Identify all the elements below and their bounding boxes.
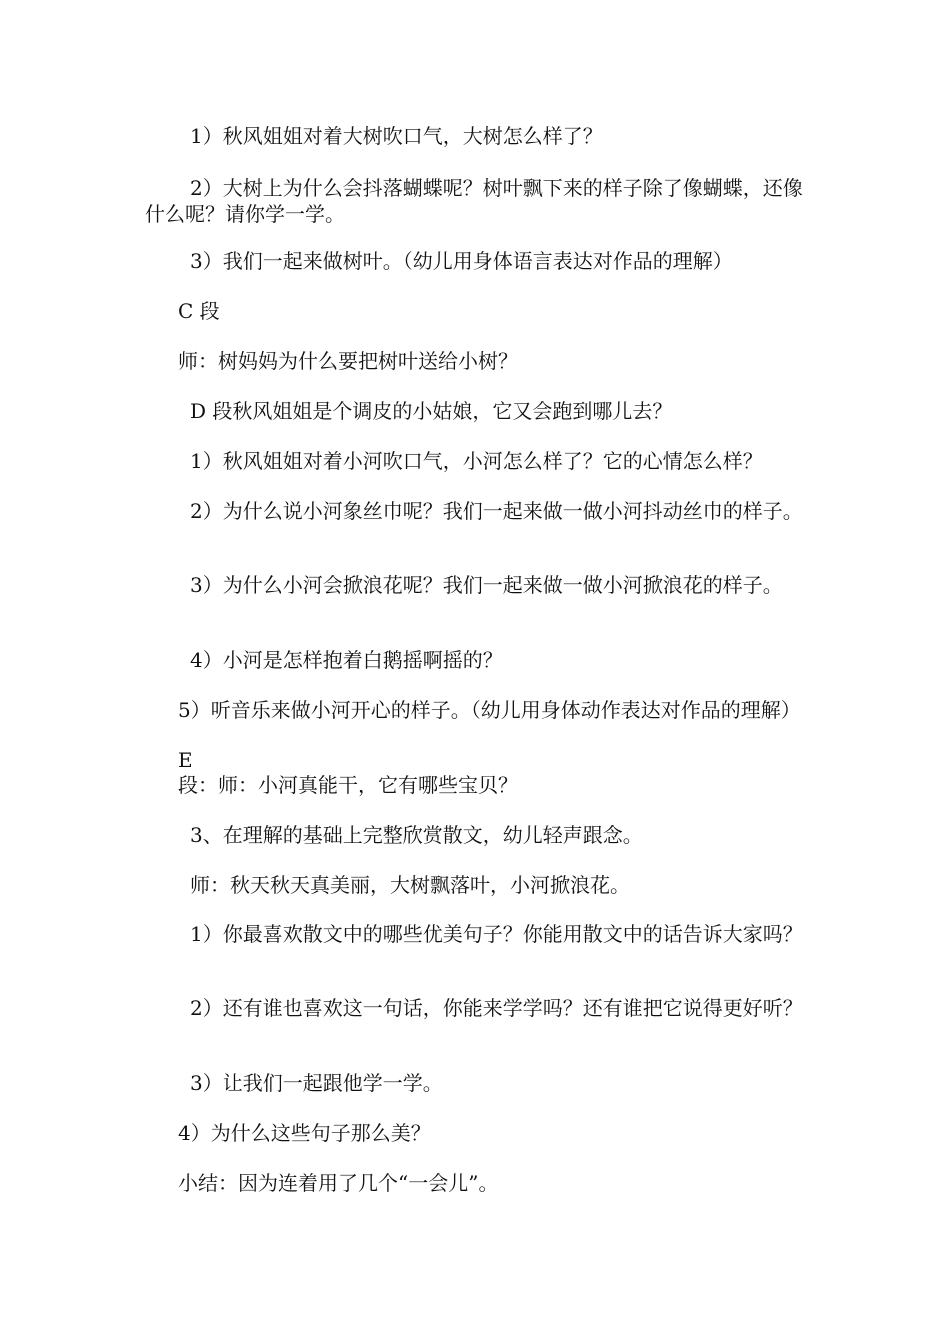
paragraph-15: 师：秋天秋天真美丽，大树飘落叶，小河掀浪花。 <box>190 873 630 897</box>
paragraph-6: D 段秋风姐姐是个调皮的小姑娘，它又会跑到哪儿去？ <box>190 399 673 423</box>
paragraph-3: 3）我们一起来做树叶。（幼儿用身体语言表达对作品的理解） <box>190 249 733 273</box>
paragraph-16: 1）你最喜欢散文中的哪些优美句子？你能用散文中的话告诉大家吗？ <box>190 922 803 946</box>
paragraph-18: 3）让我们一起跟他学一学。 <box>190 1071 443 1095</box>
paragraph-8: 2）为什么说小河象丝巾呢？我们一起来做一做小河抖动丝巾的样子。 <box>190 499 803 523</box>
paragraph-9: 3）为什么小河会掀浪花呢？我们一起来做一做小河掀浪花的样子。 <box>190 573 783 597</box>
paragraph-7: 1）秋风姐姐对着小河吹口气，小河怎么样了？它的心情怎么样？ <box>190 449 763 473</box>
paragraph-11: 5）听音乐来做小河开心的样子。（幼儿用身体动作表达对作品的理解） <box>178 698 801 722</box>
section-e-heading: E <box>178 748 193 772</box>
summary-paragraph: 小结：因为连着用了几个“一会儿”。 <box>178 1171 499 1195</box>
paragraph-14: 3、在理解的基础上完整欣赏散文，幼儿轻声跟念。 <box>190 823 643 847</box>
paragraph-5: 师：树妈妈为什么要把树叶送给小树？ <box>178 349 518 373</box>
paragraph-2: 2）大树上为什么会抖落蝴蝶呢？树叶飘下来的样子除了像蝴蝶，还像什么呢？请你学一学。 <box>145 176 803 226</box>
paragraph-17: 2）还有谁也喜欢这一句话，你能来学学吗？还有谁把它说得更好听？ <box>190 996 803 1020</box>
paragraph-10: 4）小河是怎样抱着白鹅摇啊摇的？ <box>190 648 503 672</box>
paragraph-19: 4）为什么这些句子那么美？ <box>178 1121 431 1145</box>
paragraph-1: 1）秋风姐姐对着大树吹口气，大树怎么样了？ <box>190 124 603 148</box>
paragraph-13: 段：师：小河真能干，它有哪些宝贝？ <box>178 773 518 797</box>
section-c-heading: C 段 <box>178 299 220 323</box>
